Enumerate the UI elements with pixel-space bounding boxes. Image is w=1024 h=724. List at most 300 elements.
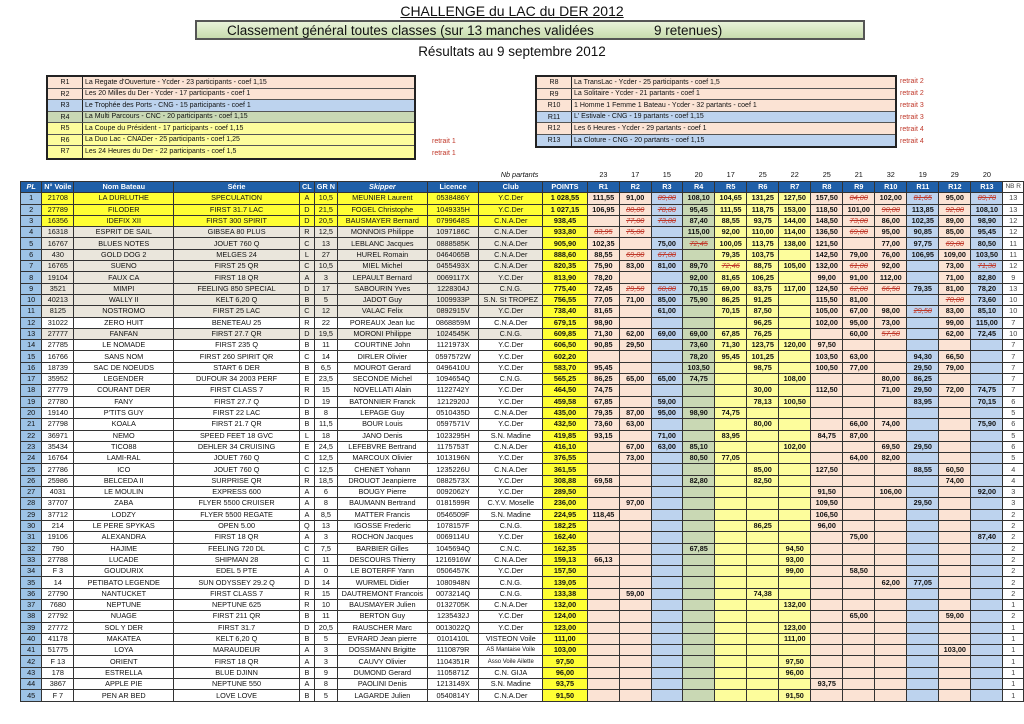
race-score-r13: [971, 351, 1003, 362]
table-row: [21, 340, 1024, 351]
race-score-r12: 85,00: [939, 227, 971, 238]
points: 888,60: [543, 249, 588, 260]
skipper: DAUTREMONT Francois: [338, 588, 428, 599]
discarded-score: 69,00: [849, 227, 868, 237]
nb-partants-r6: 25: [758, 170, 767, 179]
boat-name: NOSTROMO: [74, 306, 174, 317]
points: 133,38: [543, 588, 588, 599]
retrait-label: retrait 3: [900, 114, 924, 121]
table-row: [21, 238, 1024, 249]
race-score-r11: [907, 272, 939, 283]
race-score-r4: 73,60: [683, 340, 715, 351]
race-score-r1: [587, 441, 619, 452]
race-score-r11: [907, 543, 939, 554]
race-score-r8: 99,00: [811, 272, 843, 283]
licence: 0132705K: [427, 599, 479, 610]
table-row: [21, 351, 1024, 362]
race-score-r3: 61,00: [651, 306, 683, 317]
club: C.N.G.: [479, 283, 543, 294]
club: C.N.A.Der: [479, 249, 543, 260]
skipper: LAGARDE Julien: [338, 690, 428, 701]
race-count: 1: [1003, 622, 1024, 633]
race-score-r9: [843, 407, 875, 418]
sail-number: 214: [42, 520, 74, 531]
race-score-r9: 63,00: [843, 351, 875, 362]
race-score-r2: [619, 283, 651, 294]
race-score-r6: 88,75: [747, 261, 779, 272]
race-score-r8: [811, 566, 843, 577]
series: START 6 DER: [174, 362, 300, 373]
group-number: 15: [314, 588, 337, 599]
points: 565,25: [543, 374, 588, 385]
race-score-r9: [843, 475, 875, 486]
race-score-r6: [747, 554, 779, 565]
class: B: [300, 294, 315, 305]
race-score-r2: [619, 204, 651, 215]
race-score-r11: 83,95: [907, 396, 939, 407]
boat-name: NEMO: [74, 430, 174, 441]
race-score-r9: 79,00: [843, 249, 875, 260]
race-description: La Solitaire - Ycder - 21 partants - coef 1: [574, 90, 700, 98]
group-number: 5: [314, 690, 337, 701]
race-score-r12: [939, 453, 971, 464]
race-score-r4: [683, 487, 715, 498]
race-score-r5: [715, 396, 747, 407]
skipper: ROCHON Jacques: [338, 532, 428, 543]
race-score-r1: [587, 645, 619, 656]
race-score-r6: [747, 509, 779, 520]
discarded-score: 78,00: [657, 204, 676, 214]
race-score-r7: [779, 475, 811, 486]
group-number: 11: [314, 554, 337, 565]
race-score-r5: [715, 645, 747, 656]
race-score-r3: [651, 385, 683, 396]
skipper: FOGEL Christophe: [338, 204, 428, 215]
group-number: 3: [314, 656, 337, 667]
sail-number: 27788: [42, 554, 74, 565]
boat-name: PEN AR BED: [74, 690, 174, 701]
licence: 0506457K: [427, 566, 479, 577]
race-score-r10: [875, 611, 907, 622]
header-licence: Licence: [427, 182, 479, 193]
race-score-r10: [875, 362, 907, 373]
rank: 17: [21, 374, 42, 385]
table-row: [21, 272, 1024, 283]
race-score-r12: [939, 532, 971, 543]
race-score-r9: 101,00: [843, 204, 875, 215]
race-score-r4: 89,70: [683, 261, 715, 272]
race-score-r5: [715, 599, 747, 610]
skipper: JADOT Guy: [338, 294, 428, 305]
race-score-r12: 89,00: [939, 215, 971, 226]
race-score-r11: 29,50: [907, 441, 939, 452]
group-number: 15: [314, 385, 337, 396]
race-score-r7: [779, 306, 811, 317]
sail-number: F 3: [42, 566, 74, 577]
race-score-r2: 91,00: [619, 193, 651, 204]
series: LOVE LOVE: [174, 690, 300, 701]
group-number: 11: [314, 611, 337, 622]
race-score-r7: [779, 317, 811, 328]
race-score-r4: [683, 599, 715, 610]
series: FIRST 260 SPIRIT QR: [174, 351, 300, 362]
race-score-r3: [651, 193, 683, 204]
club: Y.C.Der: [479, 193, 543, 204]
series: DEHLER 34 CRUISING: [174, 441, 300, 452]
race-score-r3: [651, 645, 683, 656]
club: C.N.A.Der: [479, 227, 543, 238]
sail-number: 27777: [42, 328, 74, 339]
points: 905,90: [543, 238, 588, 249]
race-score-r6: 82,50: [747, 475, 779, 486]
race-score-r2: 59,00: [619, 588, 651, 599]
boat-name: PETIBATO LEGENDE: [74, 577, 174, 588]
race-score-r10: 71,00: [875, 385, 907, 396]
race-score-r12: [939, 441, 971, 452]
series: FIRST 211 QR: [174, 611, 300, 622]
class: D: [300, 204, 315, 215]
rank: 44: [21, 679, 42, 690]
race-score-r11: [907, 611, 939, 622]
group-number: 8,5: [314, 509, 337, 520]
race-score-r2: 73,00: [619, 453, 651, 464]
race-score-r13: [971, 475, 1003, 486]
race-score-r13: [971, 577, 1003, 588]
race-score-r9: 65,00: [843, 611, 875, 622]
club: Y.C.Der: [479, 566, 543, 577]
rank: 24: [21, 453, 42, 464]
rank: 7: [21, 261, 42, 272]
boat-name: LA DURLUTHE: [74, 193, 174, 204]
race-score-r2: [619, 249, 651, 260]
race-score-r9: [843, 588, 875, 599]
race-score-r1: [587, 667, 619, 678]
race-score-r3: [651, 554, 683, 565]
table-row: [21, 193, 1024, 204]
points: 419,85: [543, 430, 588, 441]
points: 775,40: [543, 283, 588, 294]
race-score-r2: [619, 351, 651, 362]
club: Y.C.Der: [479, 306, 543, 317]
race-score-r3: 65,00: [651, 374, 683, 385]
licence: 1213149X: [427, 679, 479, 690]
race-score-r11: 97,75: [907, 238, 939, 249]
rank: 11: [21, 306, 42, 317]
class: B: [300, 407, 315, 418]
race-score-r3: [651, 464, 683, 475]
group-number: 7,5: [314, 543, 337, 554]
race-score-r3: [651, 340, 683, 351]
rank: 13: [21, 328, 42, 339]
race-score-r4: 115,00: [683, 227, 715, 238]
race-score-r1: [587, 588, 619, 599]
race-score-r10: [875, 475, 907, 486]
race-id: R6: [48, 135, 83, 146]
race-score-r11: 77,05: [907, 577, 939, 588]
sail-number: 18739: [42, 362, 74, 373]
sail-number: 35434: [42, 441, 74, 452]
rank: 15: [21, 351, 42, 362]
race-score-r4: [683, 622, 715, 633]
race-score-r8: [811, 599, 843, 610]
race-score-r9: [843, 396, 875, 407]
race-score-r9: [843, 509, 875, 520]
race-score-r4: [683, 509, 715, 520]
race-score-r12: 59,00: [939, 611, 971, 622]
licence: 1212920J: [427, 396, 479, 407]
race-count: 6: [1003, 396, 1024, 407]
race-score-r5: [715, 362, 747, 373]
boat-name: ESTRELLA: [74, 667, 174, 678]
series: FIRST 235 Q: [174, 340, 300, 351]
race-score-r8: [811, 543, 843, 554]
table-row: [21, 667, 1024, 678]
sail-number: 27785: [42, 340, 74, 351]
race-score-r13: [971, 193, 1003, 204]
race-count: 2: [1003, 611, 1024, 622]
group-number: 13: [314, 238, 337, 249]
race-score-r5: 67,85: [715, 328, 747, 339]
series: SURPRISE QR: [174, 475, 300, 486]
race-score-r4: 70,15: [683, 283, 715, 294]
race-score-r8: 105,00: [811, 306, 843, 317]
header-voile: N° Voile: [42, 182, 74, 193]
race-score-r1: 67,85: [587, 396, 619, 407]
boat-name: ZABA: [74, 498, 174, 509]
race-score-r9: [843, 487, 875, 498]
series: FIRST CLASS 7: [174, 385, 300, 396]
skipper: DROUOT Jeanpierre: [338, 475, 428, 486]
race-score-r6: [747, 532, 779, 543]
skipper: CHENET Yohann: [338, 464, 428, 475]
sail-number: 36971: [42, 430, 74, 441]
race-score-r12: [939, 520, 971, 531]
race-score-r5: 86,25: [715, 294, 747, 305]
group-number: 12,5: [314, 453, 337, 464]
race-description: La TransLac - Ycder - 25 participants - coef 1,5: [574, 78, 720, 86]
race-score-r2: [619, 385, 651, 396]
race-score-r4: 80,50: [683, 453, 715, 464]
club: C.N.A.Der: [479, 261, 543, 272]
race-count: 12: [1003, 227, 1024, 238]
race-score-r10: [875, 622, 907, 633]
race-score-r4: 108,10: [683, 193, 715, 204]
skipper: POREAUX Jean luc: [338, 317, 428, 328]
race-score-r13: 70,15: [971, 396, 1003, 407]
race-score-r12: 109,00: [939, 249, 971, 260]
race-score-r11: [907, 261, 939, 272]
rank: 30: [21, 520, 42, 531]
points: 606,50: [543, 340, 588, 351]
boat-name: FANY: [74, 396, 174, 407]
race-score-r3: [651, 679, 683, 690]
nb-partants-r9: 21: [854, 170, 863, 179]
race-score-r12: 73,00: [939, 261, 971, 272]
licence: 0101410L: [427, 633, 479, 644]
race-score-r13: [971, 645, 1003, 656]
header-cl: CL: [300, 182, 315, 193]
series: KELT 6,20 Q: [174, 294, 300, 305]
skipper: BAUSMAYER Julien: [338, 599, 428, 610]
skipper: BOUR Louis: [338, 419, 428, 430]
boat-name: LOYA: [74, 645, 174, 656]
retrait-label: retrait 4: [900, 138, 924, 145]
race-score-r8: 112,50: [811, 385, 843, 396]
race-score-r3: [651, 520, 683, 531]
race-score-r3: [651, 204, 683, 215]
class: E: [300, 441, 315, 452]
table-row: [21, 532, 1024, 543]
licence: 1121973X: [427, 340, 479, 351]
club: Y.C.Der: [479, 351, 543, 362]
race-legend-row: [48, 100, 414, 112]
sail-number: 4031: [42, 487, 74, 498]
race-score-r7: [779, 498, 811, 509]
group-number: 8: [314, 407, 337, 418]
race-score-r1: [587, 453, 619, 464]
skipper: SECONDE Michel: [338, 374, 428, 385]
race-score-r12: 66,50: [939, 351, 971, 362]
licence: 1122742Y: [427, 385, 479, 396]
race-score-r7: [779, 464, 811, 475]
race-score-r11: [907, 328, 939, 339]
nb-partants-r10: 32: [886, 170, 895, 179]
race-count: 2: [1003, 543, 1024, 554]
rank: 16: [21, 362, 42, 373]
race-count: 5: [1003, 453, 1024, 464]
race-score-r1: 93,15: [587, 430, 619, 441]
table-row: [21, 633, 1024, 644]
race-score-r1: 79,35: [587, 407, 619, 418]
race-score-r3: [651, 249, 683, 260]
club: C.N.A.Der: [479, 215, 543, 226]
sail-number: 27779: [42, 385, 74, 396]
banner-retained: 9 retenues): [653, 22, 723, 38]
class: C: [300, 261, 315, 272]
discarded-score: 77,00: [626, 216, 645, 226]
licence: 1104351R: [427, 656, 479, 667]
race-description: Les 20 Milles du Der - Ycder - 17 participants - coef 1: [85, 90, 251, 98]
rank: 12: [21, 317, 42, 328]
race-score-r6: 101,25: [747, 351, 779, 362]
race-legend-row: [537, 100, 895, 112]
race-score-r2: [619, 396, 651, 407]
race-count: 4: [1003, 464, 1024, 475]
club: VISTEON Voile: [479, 633, 543, 644]
race-score-r2: [619, 633, 651, 644]
race-count: 2: [1003, 509, 1024, 520]
discarded-score: 70,00: [945, 295, 964, 305]
skipper: MORONI Philippe: [338, 328, 428, 339]
race-score-r9: [843, 667, 875, 678]
race-score-r4: [683, 554, 715, 565]
club: Y.C.Der: [479, 396, 543, 407]
rank: 9: [21, 283, 42, 294]
race-score-r8: [811, 475, 843, 486]
race-score-r11: [907, 407, 939, 418]
table-row: [21, 441, 1024, 452]
race-score-r13: 74,75: [971, 385, 1003, 396]
race-score-r2: [619, 317, 651, 328]
points: 583,70: [543, 362, 588, 373]
series: FIRST 25 QR: [174, 261, 300, 272]
points: 308,88: [543, 475, 588, 486]
race-score-r10: [875, 204, 907, 215]
retrait-label: retrait 1: [432, 150, 456, 157]
race-count: 13: [1003, 204, 1024, 215]
race-score-r11: [907, 690, 939, 701]
race-score-r2: [619, 215, 651, 226]
series: FIRST 31.7 LAC: [174, 204, 300, 215]
race-score-r10: [875, 509, 907, 520]
club: C.N.A.Der: [479, 554, 543, 565]
race-score-r5: [715, 622, 747, 633]
race-score-r10: [875, 532, 907, 543]
race-score-r3: [651, 656, 683, 667]
race-score-r1: 66,13: [587, 554, 619, 565]
series: BENETEAU 25: [174, 317, 300, 328]
club: C.N.A.Der: [479, 599, 543, 610]
race-score-r6: [747, 543, 779, 554]
race-score-r3: [651, 622, 683, 633]
race-score-r10: 69,50: [875, 441, 907, 452]
series: FIRST 25 LAC: [174, 306, 300, 317]
licence: 0092062Y: [427, 487, 479, 498]
rank: 22: [21, 430, 42, 441]
race-count: 2: [1003, 588, 1024, 599]
race-score-r10: [875, 656, 907, 667]
race-score-r5: [715, 588, 747, 599]
class: R: [300, 385, 315, 396]
rank: 31: [21, 532, 42, 543]
licence: 1049335H: [427, 204, 479, 215]
series: EDEL 5 PTE: [174, 566, 300, 577]
race-score-r12: [939, 509, 971, 520]
race-score-r3: [651, 532, 683, 543]
race-score-r9: [843, 520, 875, 531]
race-score-r1: 73,60: [587, 419, 619, 430]
licence: 0510435D: [427, 407, 479, 418]
points: 162,35: [543, 543, 588, 554]
discarded-score: 67,00: [657, 249, 676, 259]
sail-number: 3521: [42, 283, 74, 294]
race-score-r7: 96,00: [779, 667, 811, 678]
points: 376,55: [543, 453, 588, 464]
discarded-score: 73,00: [657, 216, 676, 226]
header-bateau: Nom Bateau: [74, 182, 174, 193]
licence: 0868859M: [427, 317, 479, 328]
boat-name: ORIENT: [74, 656, 174, 667]
group-number: 23,5: [314, 374, 337, 385]
race-score-r4: 75,90: [683, 294, 715, 305]
race-score-r13: 115,00: [971, 317, 1003, 328]
series: FIRST 31.7: [174, 622, 300, 633]
race-score-r12: 72,00: [939, 385, 971, 396]
race-score-r6: [747, 633, 779, 644]
race-score-r5: [715, 633, 747, 644]
points: 813,90: [543, 272, 588, 283]
boat-name: MAKATEA: [74, 633, 174, 644]
race-score-r8: [811, 554, 843, 565]
race-score-r8: 96,00: [811, 520, 843, 531]
race-score-r10: [875, 543, 907, 554]
race-score-r7: 93,00: [779, 554, 811, 565]
race-score-r12: [939, 622, 971, 633]
rank: 4: [21, 227, 42, 238]
race-legend-row: [48, 77, 414, 89]
race-score-r6: 87,50: [747, 306, 779, 317]
race-score-r7: 91,50: [779, 690, 811, 701]
